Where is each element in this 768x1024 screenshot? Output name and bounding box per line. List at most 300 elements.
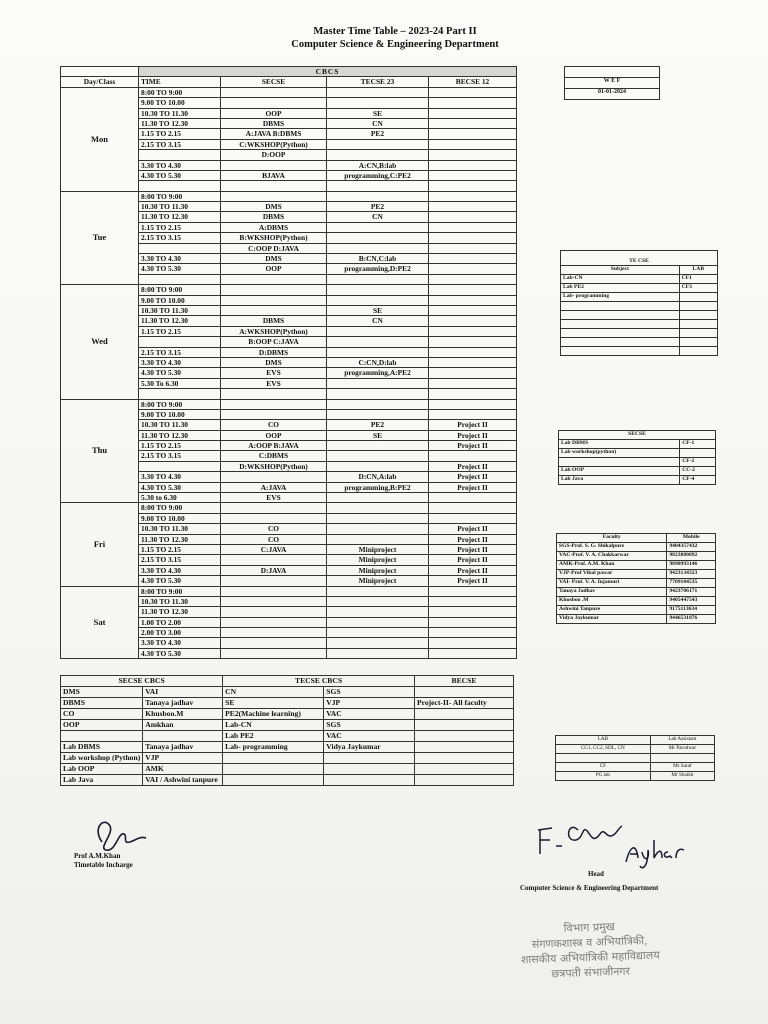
legend-cell-1: VJP: [143, 753, 223, 764]
timetable-row: [61, 586, 517, 596]
timetable-row: [61, 191, 517, 201]
time-slot: 3.30 TO 4.30: [139, 160, 221, 170]
legend-cell-0: [61, 731, 143, 742]
tecse-cell: [327, 503, 429, 513]
faculty-row: [557, 588, 716, 597]
legend-cell-0: Lab OOP: [61, 764, 143, 775]
becse-cell: Project II: [429, 524, 517, 534]
tecse-lab-cell-0: [561, 329, 680, 338]
becse-cell: [429, 139, 517, 149]
tecse-cell: SE: [327, 108, 429, 118]
faculty-cell-1: 9175113634: [667, 606, 716, 615]
becse-cell: [429, 254, 517, 264]
secse-cell: [221, 399, 327, 409]
tecse-lab-row: [561, 347, 718, 356]
secse-cell: B:OOP C:JAVA: [221, 337, 327, 347]
tecse-cell: programming,C:PE2: [327, 170, 429, 180]
tecse-lab-cell-1: [679, 302, 717, 311]
tecse-lab-cell-1: [679, 293, 717, 302]
legend-cell-2: Lab PE2: [223, 731, 324, 742]
time-slot: 5.30 to 6.30: [139, 493, 221, 503]
tecse-lab-cell-1: [679, 338, 717, 347]
legend-cell-3: [324, 775, 415, 786]
tecse-lab-cell-1: [679, 311, 717, 320]
tecse-cell: SE: [327, 305, 429, 315]
faculty-table: [556, 533, 716, 624]
legend-cell-1: [143, 731, 223, 742]
tecse-cell: [327, 326, 429, 336]
tecse-cell: [327, 607, 429, 617]
tecse-lab-cell-0: [561, 302, 680, 311]
faculty-cell-0: Khusboo .M: [557, 597, 667, 606]
secse-cell: C:OOP D:JAVA: [221, 243, 327, 253]
header-becse: BECSE 12: [429, 77, 517, 87]
becse-cell: [429, 513, 517, 523]
time-slot: 1.15 TO 2.15: [139, 222, 221, 232]
secse-lab-body: [559, 440, 716, 485]
tecse-cell: [327, 233, 429, 243]
secse-lab-cell-1: CF-4: [680, 476, 716, 485]
legend-cell-0: Lab workshop (Python): [61, 753, 143, 764]
legend-row: [61, 742, 514, 753]
faculty-cell-1: 9423706171: [667, 588, 716, 597]
time-slot: 4.30 TO 5.30: [139, 170, 221, 180]
faculty-cell-0: SGS-Prof. S. G. Shikalpure: [557, 543, 667, 552]
becse-cell: [429, 493, 517, 503]
secse-cell: BJAVA: [221, 170, 327, 180]
tecse-cell: Miniproject: [327, 565, 429, 575]
legend-cell-1: Khusboo.M: [143, 709, 223, 720]
tecse-lab-header-lab: LAB: [679, 266, 717, 275]
tecse-cell: [327, 243, 429, 253]
becse-cell: Project II: [429, 420, 517, 430]
tecse-cell: Miniproject: [327, 555, 429, 565]
tecse-cell: [327, 139, 429, 149]
right-signatory-department: Computer Science & Engineering Department: [520, 884, 659, 892]
time-slot: 10.30 TO 11.30: [139, 202, 221, 212]
tecse-cell: Miniproject: [327, 544, 429, 554]
becse-cell: Project II: [429, 544, 517, 554]
tecse-lab-row: [561, 302, 718, 311]
tecse-cell: programming,A:PE2: [327, 368, 429, 378]
secse-lab-cell-0: Lab Java: [559, 476, 680, 485]
tecse-cell: [327, 285, 429, 295]
tecse-lab-cell-1: [679, 347, 717, 356]
time-slot: 8:00 TO 9:00: [139, 87, 221, 97]
tecse-cell: [327, 87, 429, 97]
lab-assistant-cell-1: [650, 754, 714, 763]
becse-cell: [429, 98, 517, 108]
becse-cell: [429, 399, 517, 409]
becse-cell: [429, 596, 517, 606]
becse-cell: [429, 451, 517, 461]
becse-cell: Project II: [429, 482, 517, 492]
secse-lab-cell-1: [680, 449, 716, 458]
becse-cell: [429, 233, 517, 243]
tecse-cell: [327, 493, 429, 503]
secse-cell: [221, 181, 327, 191]
faculty-cell-0: VAC-Prof. V. A. Chakkarwar: [557, 552, 667, 561]
becse-cell: [429, 170, 517, 180]
header-tecse: TECSE 23: [327, 77, 429, 87]
time-slot: 1.15 TO 2.15: [139, 326, 221, 336]
becse-cell: [429, 617, 517, 627]
becse-cell: [429, 357, 517, 367]
faculty-row: [557, 570, 716, 579]
secse-cell: DBMS: [221, 316, 327, 326]
lab-assistant-header-name: Lab Assistant: [650, 736, 714, 745]
secse-cell: D:OOP: [221, 150, 327, 160]
becse-cell: Project II: [429, 441, 517, 451]
legend-cell-1: AMK: [143, 764, 223, 775]
time-slot: 2.15 TO 3.15: [139, 555, 221, 565]
secse-lab-cell-0: Lab workshop(python): [559, 449, 680, 458]
becse-cell: [429, 648, 517, 658]
secse-cell: [221, 586, 327, 596]
becse-cell: [429, 87, 517, 97]
becse-cell: [429, 202, 517, 212]
right-signature-icon: [534, 812, 694, 870]
faculty-body: [557, 543, 716, 624]
tecse-cell: [327, 441, 429, 451]
lab-assistant-body: [556, 745, 715, 781]
time-slot: 8:00 TO 9:00: [139, 399, 221, 409]
secse-cell: [221, 555, 327, 565]
header-time: TIME: [139, 77, 221, 87]
becse-cell: [429, 243, 517, 253]
faculty-row: [557, 615, 716, 624]
tecse-cell: [327, 648, 429, 658]
secse-cell: A:JAVA: [221, 482, 327, 492]
legend-cell-3: SGS: [324, 687, 415, 698]
becse-cell: [429, 368, 517, 378]
time-slot: 9.00 TO 10.00: [139, 409, 221, 419]
secse-cell: D:JAVA: [221, 565, 327, 575]
legend-cell-4: Project-II- All faculty: [414, 698, 513, 709]
faculty-cell-1: 9446531876: [667, 615, 716, 624]
day-cell-fri: Fri: [61, 503, 139, 586]
becse-cell: [429, 305, 517, 315]
timetable-row: [61, 87, 517, 97]
timetable-row: [61, 285, 517, 295]
legend-cell-0: DMS: [61, 687, 143, 698]
time-slot: 2.15 TO 3.15: [139, 347, 221, 357]
becse-cell: [429, 212, 517, 222]
becse-cell: [429, 160, 517, 170]
legend-cell-2: PE2(Machine learning): [223, 709, 324, 720]
tecse-cell: [327, 451, 429, 461]
legend-cell-3: Vidya Jaykumar: [324, 742, 415, 753]
time-slot: [139, 389, 221, 399]
becse-cell: Project II: [429, 576, 517, 586]
faculty-cell-1: 9823880892: [667, 552, 716, 561]
time-slot: [139, 243, 221, 253]
tecse-cell: SE: [327, 430, 429, 440]
secse-lab-cell-1: CF-1: [680, 440, 716, 449]
time-slot: 11.30 TO 12.30: [139, 430, 221, 440]
tecse-cell: [327, 222, 429, 232]
secse-cell: [221, 607, 327, 617]
tecse-cell: CN: [327, 316, 429, 326]
time-slot: 9.00 TO 10.00: [139, 295, 221, 305]
legend-row: [61, 775, 514, 786]
legend-cell-1: Amkhan: [143, 720, 223, 731]
legend-cell-2: Lab-CN: [223, 720, 324, 731]
legend-cell-4: [414, 775, 513, 786]
tecse-cell: [327, 389, 429, 399]
secse-cell: [221, 160, 327, 170]
wef-box: [564, 66, 660, 100]
tecse-cell: programming,D:PE2: [327, 264, 429, 274]
secse-cell: OOP: [221, 108, 327, 118]
becse-cell: [429, 316, 517, 326]
secse-cell: A:JAVA B:DBMS: [221, 129, 327, 139]
becse-cell: [429, 503, 517, 513]
department-stamp-icon: विभाग प्रमुख संगणकशास्त्र व अभियांत्रिकी, शासकीय अभियांत्रिकी महाविद्यालय छत्रपती संभाजीनगर: [520, 920, 660, 981]
legend-cell-2: Lab- programming: [223, 742, 324, 753]
faculty-cell-0: AMK-Prof. A.M. Khan: [557, 561, 667, 570]
secse-cell: B:WKSHOP(Python): [221, 233, 327, 243]
secse-cell: CO: [221, 534, 327, 544]
secse-cell: DBMS: [221, 212, 327, 222]
legend-header-secse: SECSE CBCS: [61, 676, 223, 687]
becse-cell: [429, 108, 517, 118]
secse-cell: [221, 409, 327, 419]
becse-cell: [429, 274, 517, 284]
secse-cell: D:WKSHOP(Python): [221, 461, 327, 471]
tecse-lab-row: [561, 293, 718, 302]
lab-assistant-row: [556, 745, 715, 754]
legend-row: [61, 731, 514, 742]
tecse-lab-row: [561, 338, 718, 347]
tecse-cell: PE2: [327, 202, 429, 212]
legend-cell-2: [223, 764, 324, 775]
tecse-cell: [327, 461, 429, 471]
time-slot: 1.15 TO 2.15: [139, 441, 221, 451]
secse-lab-row: [559, 458, 716, 467]
time-slot: 11.30 TO 12.30: [139, 316, 221, 326]
time-slot: 8:00 TO 9:00: [139, 191, 221, 201]
legend-cell-4: [414, 731, 513, 742]
faculty-cell-1: 9404357432: [667, 543, 716, 552]
legend-cell-4: [414, 720, 513, 731]
time-slot: [139, 461, 221, 471]
tecse-lab-cell-0: Lab PE2: [561, 284, 680, 293]
secse-lab-cell-0: Lab DBMS: [559, 440, 680, 449]
time-slot: [139, 150, 221, 160]
legend-cell-0: Lab Java: [61, 775, 143, 786]
timetable-row: [61, 399, 517, 409]
tecse-cell: CN: [327, 118, 429, 128]
time-slot: 2.15 TO 3.15: [139, 233, 221, 243]
tecse-cell: Miniproject: [327, 576, 429, 586]
time-slot: 10.30 TO 11.30: [139, 596, 221, 606]
secse-cell: A:DBMS: [221, 222, 327, 232]
faculty-cell-1: 9890993146: [667, 561, 716, 570]
becse-cell: [429, 264, 517, 274]
secse-cell: [221, 617, 327, 627]
time-slot: 8:00 TO 9:00: [139, 285, 221, 295]
legend-cell-3: [324, 764, 415, 775]
legend-cell-4: [414, 753, 513, 764]
becse-cell: Project II: [429, 534, 517, 544]
tecse-cell: [327, 347, 429, 357]
time-slot: 5.30 To 6.30: [139, 378, 221, 388]
secse-lab-cell-0: Lab OOP: [559, 467, 680, 476]
tecse-cell: [327, 98, 429, 108]
tecse-cell: [327, 409, 429, 419]
time-slot: 1.15 TO 2.15: [139, 544, 221, 554]
tecse-cell: [327, 524, 429, 534]
secse-cell: [221, 305, 327, 315]
day-cell-wed: Wed: [61, 285, 139, 399]
tecse-cell: [327, 150, 429, 160]
faculty-cell-1: 7709104535: [667, 579, 716, 588]
becse-cell: [429, 191, 517, 201]
faculty-row: [557, 579, 716, 588]
tecse-cell: A:CN,B:lab: [327, 160, 429, 170]
time-slot: [139, 181, 221, 191]
time-slot: 2.15 TO 3.15: [139, 451, 221, 461]
legend-cell-1: Tanaya jadhav: [143, 742, 223, 753]
tecse-lab-body: [561, 275, 718, 356]
tecse-lab-cell-1: CF3: [679, 284, 717, 293]
tecse-cell: [327, 181, 429, 191]
lab-assistant-cell-0: [556, 754, 651, 763]
tecse-lab-cell-0: [561, 320, 680, 329]
becse-cell: [429, 638, 517, 648]
time-slot: 1.15 TO 2.15: [139, 129, 221, 139]
secse-cell: [221, 503, 327, 513]
time-slot: 11.30 TO 12.30: [139, 212, 221, 222]
legend-cell-1: Tanaya jadhav: [143, 698, 223, 709]
faculty-row: [557, 561, 716, 570]
tecse-lab-title: TE CSE: [561, 251, 718, 266]
faculty-cell-0: Ashwini Tanpure: [557, 606, 667, 615]
becse-cell: [429, 347, 517, 357]
lab-assistant-cell-1: Mr Shaikh: [650, 772, 714, 781]
secse-lab-row: [559, 476, 716, 485]
tecse-cell: PE2: [327, 420, 429, 430]
document-title: Master Time Table – 2023-24 Part II: [313, 26, 477, 37]
time-slot: 10.30 TO 11.30: [139, 524, 221, 534]
becse-cell: Project II: [429, 565, 517, 575]
tecse-cell: [327, 596, 429, 606]
wef-date: 01-01-2024: [565, 89, 660, 100]
secse-cell: [221, 638, 327, 648]
tecse-cell: [327, 274, 429, 284]
time-slot: 3.30 TO 4.30: [139, 254, 221, 264]
master-timetable: [60, 66, 517, 659]
secse-lab-cell-1: CC-2: [680, 467, 716, 476]
faculty-row: [557, 552, 716, 561]
tecse-cell: programming,B:PE2: [327, 482, 429, 492]
time-slot: [139, 274, 221, 284]
secse-cell: [221, 596, 327, 606]
header-day: Day/Class: [61, 77, 139, 87]
becse-cell: [429, 607, 517, 617]
day-cell-sat: Sat: [61, 586, 139, 659]
tecse-cell: [327, 337, 429, 347]
secse-lab-row: [559, 449, 716, 458]
tecse-lab-cell-1: CF1: [679, 275, 717, 284]
lab-assistant-cell-0: CF: [556, 763, 651, 772]
timetable-body: [61, 87, 517, 658]
faculty-header-mobile: Mobile: [667, 534, 716, 543]
secse-cell: DMS: [221, 202, 327, 212]
tecse-cell: PE2: [327, 129, 429, 139]
time-slot: 2.15 TO 3.15: [139, 139, 221, 149]
becse-cell: [429, 409, 517, 419]
becse-cell: [429, 118, 517, 128]
legend-cell-0: OOP: [61, 720, 143, 731]
time-slot: 4.30 TO 5.30: [139, 264, 221, 274]
legend-cell-1: VAI / Ashwini tanpure: [143, 775, 223, 786]
becse-cell: [429, 222, 517, 232]
legend-cell-1: VAI: [143, 687, 223, 698]
cbcs-banner: CBCS: [139, 67, 517, 77]
tecse-lab-cell-0: Lab-CN: [561, 275, 680, 284]
legend-cell-2: CN: [223, 687, 324, 698]
lab-assistant-cell-1: Mr Saraf: [650, 763, 714, 772]
faculty-cell-0: VAI- Prof. V. A. Injamuri: [557, 579, 667, 588]
becse-cell: [429, 337, 517, 347]
legend-row: [61, 720, 514, 731]
time-slot: 4.30 TO 5.30: [139, 648, 221, 658]
secse-cell: C:WKSHOP(Python): [221, 139, 327, 149]
secse-cell: [221, 513, 327, 523]
tecse-lab-row: [561, 275, 718, 284]
legend-cell-0: CO: [61, 709, 143, 720]
left-signatory-name: Prof A.M.Khan: [74, 852, 121, 860]
secse-lab-table: [558, 430, 716, 485]
legend-cell-3: VAC: [324, 709, 415, 720]
secse-cell: [221, 274, 327, 284]
time-slot: 8:00 TO 9:00: [139, 586, 221, 596]
legend-cell-4: [414, 709, 513, 720]
becse-cell: [429, 181, 517, 191]
secse-cell: EVS: [221, 493, 327, 503]
faculty-header-name: Faculty: [557, 534, 667, 543]
legend-cell-4: [414, 687, 513, 698]
time-slot: 3.30 TO 4.30: [139, 472, 221, 482]
legend-row: [61, 687, 514, 698]
tecse-cell: [327, 534, 429, 544]
secse-cell: [221, 576, 327, 586]
tecse-cell: [327, 586, 429, 596]
legend-body: [61, 687, 514, 786]
secse-lab-cell-0: [559, 458, 680, 467]
day-cell-thu: Thu: [61, 399, 139, 503]
time-slot: 4.30 TO 5.30: [139, 576, 221, 586]
department-title: Computer Science & Engineering Department: [291, 39, 499, 50]
secse-cell: OOP: [221, 264, 327, 274]
time-slot: 1.00 TO 2.00: [139, 617, 221, 627]
secse-cell: OOP: [221, 430, 327, 440]
faculty-cell-0: VJP-Prof Vikol pawar: [557, 570, 667, 579]
tecse-cell: CN: [327, 212, 429, 222]
header-secse: SECSE: [221, 77, 327, 87]
legend-cell-2: [223, 775, 324, 786]
secse-cell: EVS: [221, 368, 327, 378]
becse-cell: [429, 129, 517, 139]
legend-cell-0: DBMS: [61, 698, 143, 709]
tecse-lab-cell-1: [679, 329, 717, 338]
tecse-cell: [327, 617, 429, 627]
left-signatory-role: Timetable Incharge: [74, 861, 133, 869]
becse-cell: Project II: [429, 472, 517, 482]
time-slot: 3.30 TO 4.30: [139, 638, 221, 648]
